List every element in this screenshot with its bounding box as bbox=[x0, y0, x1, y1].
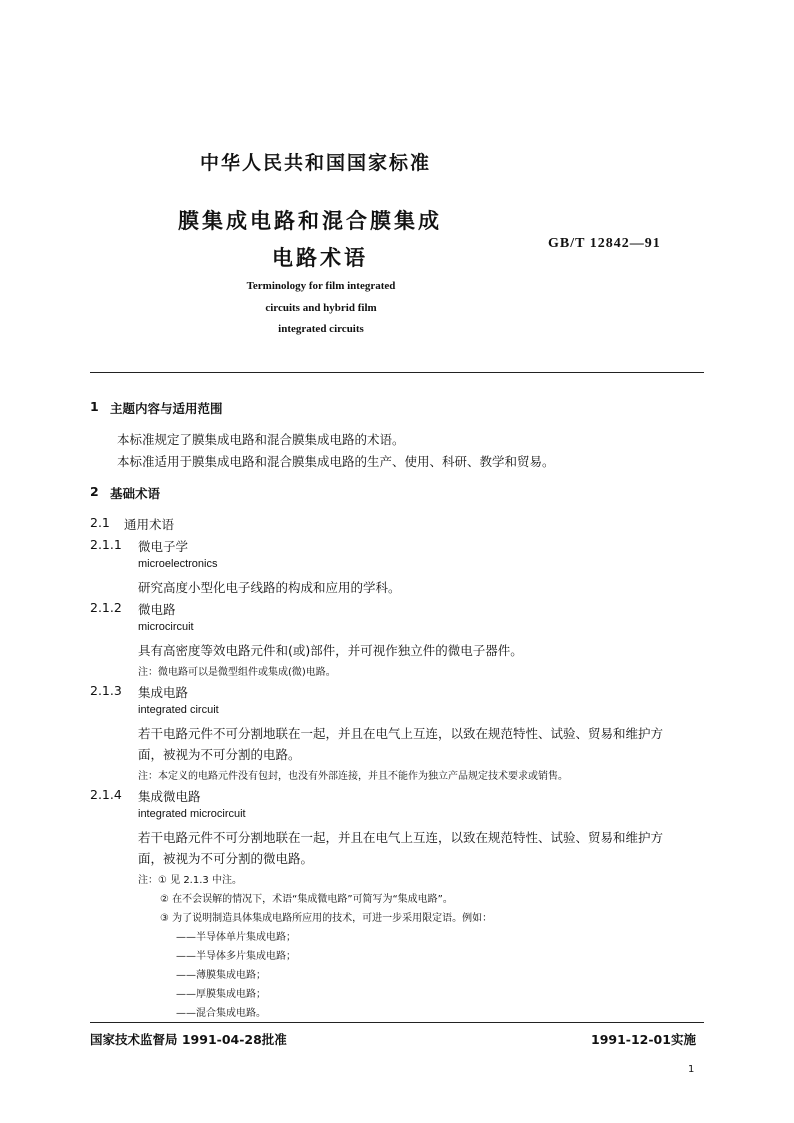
term-zh: 集成电路 bbox=[138, 685, 189, 700]
term-note: ② 在不会误解的情况下，术语“集成微电路”可简写为“集成电路”。 bbox=[160, 894, 453, 905]
term-number: 2.1.4 bbox=[90, 787, 122, 802]
effective-date: 1991-12-01实施 bbox=[591, 1032, 696, 1047]
term-definition: 研究高度小型化电子线路的构成和应用的学科。 bbox=[138, 580, 401, 595]
subsection-number: 2.1 bbox=[90, 515, 110, 530]
subsection-label: 通用术语 bbox=[124, 517, 175, 532]
paragraph: 本标准适用于膜集成电路和混合膜集成电路的生产、使用、科研、教学和贸易。 bbox=[117, 454, 555, 469]
section-number: 2 bbox=[90, 484, 99, 499]
term-en: integrated microcircuit bbox=[138, 808, 246, 820]
standard-code: GB/T 12842—91 bbox=[548, 236, 661, 251]
term-note: ③ 为了说明制造具体集成电路所应用的技术，可进一步采用限定语。例如： bbox=[160, 913, 493, 924]
english-title-line: Terminology for film integrated bbox=[246, 280, 396, 292]
term-note: 注：微电路可以是微型组件或集成(微)电路。 bbox=[138, 667, 336, 678]
footer-rule bbox=[90, 1022, 704, 1023]
section-heading: 主题内容与适用范围 bbox=[110, 401, 223, 416]
example-item: ——半导体多片集成电路； bbox=[176, 951, 296, 962]
example-item: ——半导体单片集成电路； bbox=[176, 932, 296, 943]
term-en: integrated circuit bbox=[138, 704, 219, 716]
term-zh: 微电路 bbox=[138, 602, 176, 617]
term-en: microcircuit bbox=[138, 621, 194, 633]
approval-text: 国家技术监督局 1991-04-28批准 bbox=[90, 1032, 287, 1047]
term-zh: 集成微电路 bbox=[138, 789, 201, 804]
header-rule bbox=[90, 372, 704, 373]
english-title-line: circuits and hybrid film bbox=[265, 302, 377, 314]
section-number: 1 bbox=[90, 399, 99, 414]
example-item: ——混合集成电路。 bbox=[176, 1008, 266, 1019]
standard-type: 中华人民共和国国家标准 bbox=[200, 152, 432, 174]
term-note: 注：① 见 2.1.3 中注。 bbox=[138, 875, 242, 886]
term-definition: 若干电路元件不可分割地联在一起，并且在电气上互连，以致在规范特性、试验、贸易和维护方 bbox=[138, 726, 664, 741]
example-item: ——薄膜集成电路； bbox=[176, 970, 266, 981]
term-number: 2.1.3 bbox=[90, 683, 122, 698]
section-heading: 基础术语 bbox=[110, 486, 161, 501]
term-definition: 面，被视为不可分割的微电路。 bbox=[138, 851, 314, 866]
term-definition: 若干电路元件不可分割地联在一起，并且在电气上互连，以致在规范特性、试验、贸易和维护方 bbox=[138, 830, 664, 845]
example-item: ——厚膜集成电路； bbox=[176, 989, 266, 1000]
term-en: microelectronics bbox=[138, 558, 218, 570]
title-line-2: 电路术语 bbox=[272, 246, 368, 270]
term-definition: 面，被视为不可分割的电路。 bbox=[138, 747, 301, 762]
english-title-line: integrated circuits bbox=[278, 323, 364, 335]
term-number: 2.1.2 bbox=[90, 600, 122, 615]
term-zh: 微电子学 bbox=[138, 539, 189, 554]
term-note: 注：本定义的电路元件没有包封，也没有外部连接，并且不能作为独立产品规定技术要求或销售。 bbox=[138, 771, 568, 782]
term-definition: 具有高密度等效电路元件和(或)部件，并可视作独立件的微电子器件。 bbox=[138, 643, 523, 658]
paragraph: 本标准规定了膜集成电路和混合膜集成电路的术语。 bbox=[117, 432, 405, 447]
page-number: 1 bbox=[688, 1064, 695, 1075]
term-number: 2.1.1 bbox=[90, 537, 122, 552]
title-line-1: 膜集成电路和混合膜集成 bbox=[178, 209, 442, 233]
